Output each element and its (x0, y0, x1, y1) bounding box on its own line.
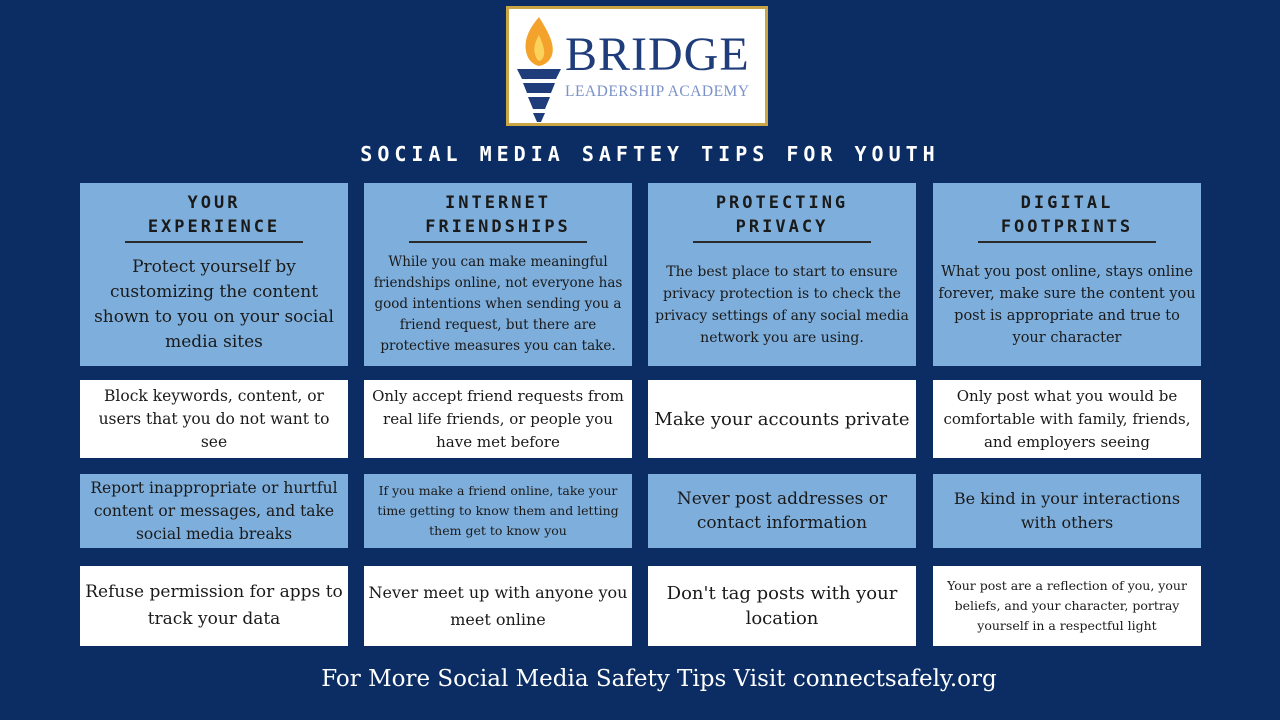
column-intro: Protect yourself by customizing the content shown to you on your social media sites (94, 256, 334, 352)
tip-text: Only accept friend requests from real life friends, or people you have met before (372, 386, 624, 451)
tip-card (933, 566, 1201, 646)
tip-card (933, 380, 1201, 458)
column-heading: INTERNET FRIENDSHIPS (425, 193, 571, 237)
logo-name: BRIDGE (565, 28, 750, 81)
column-intro: The best place to start to ensure privacy protection is to check the privacy settings of any social media network you are using. (655, 263, 909, 346)
tip-text: Report inappropriate or hurtful content or messages, and take social media breaks (90, 478, 338, 543)
column-header-card (933, 183, 1201, 366)
bridge-logo (506, 6, 768, 126)
tip-card (80, 566, 348, 646)
tip-card (80, 474, 348, 548)
column-header-card (364, 183, 632, 366)
tip-text: Only post what you would be comfortable with family, friends, and employers seeing (943, 386, 1191, 451)
tip-text: If you make a friend online, take your time getting to know them and letting them get to know you (377, 483, 619, 538)
tip-text: Block keywords, content, or users that you do not want to see (98, 386, 330, 451)
footer-link-text: For More Social Media Safety Tips Visit connectsafely.org (321, 666, 997, 692)
tip-card (364, 474, 632, 548)
column-header-card (648, 183, 916, 366)
tip-text: Make your accounts private (654, 408, 910, 430)
column-heading: DIGITAL FOOTPRINTS (1000, 193, 1134, 237)
logo-subtitle: LEADERSHIP ACADEMY (565, 83, 750, 100)
tip-text: Refuse permission for apps to track your data (85, 582, 343, 629)
tip-text: Your post are a reflection of you, your beliefs, and your character, portray yourself in a respectful light (947, 578, 1187, 633)
tip-card (648, 380, 916, 458)
column-header-card (80, 183, 348, 366)
tip-card (80, 380, 348, 458)
tip-card (933, 474, 1201, 548)
column-intro: What you post online, stays online forever, make sure the content you post is appropriate and true to your character (938, 263, 1196, 346)
column-heading: YOUR EXPERIENCE (147, 193, 281, 237)
tip-text: Never post addresses or contact information (676, 489, 888, 533)
column-heading: PROTECTING PRIVACY (715, 193, 849, 237)
tip-card (364, 566, 632, 646)
column-intro: While you can make meaningful friendships online, not everyone has good intentions when sending you a friend request, but there are protective measures you can take. (373, 254, 623, 354)
tip-card (364, 380, 632, 458)
tip-text: Don't tag posts with your location (666, 583, 898, 629)
torch-icon (509, 9, 569, 125)
tip-card (648, 566, 916, 646)
tip-text: Never meet up with anyone you meet online (368, 583, 628, 629)
tip-text: Be kind in your interactions with others (953, 489, 1181, 532)
page-title: SOCIAL MEDIA SAFTEY TIPS FOR YOUTH (360, 142, 940, 166)
tip-card (648, 474, 916, 548)
